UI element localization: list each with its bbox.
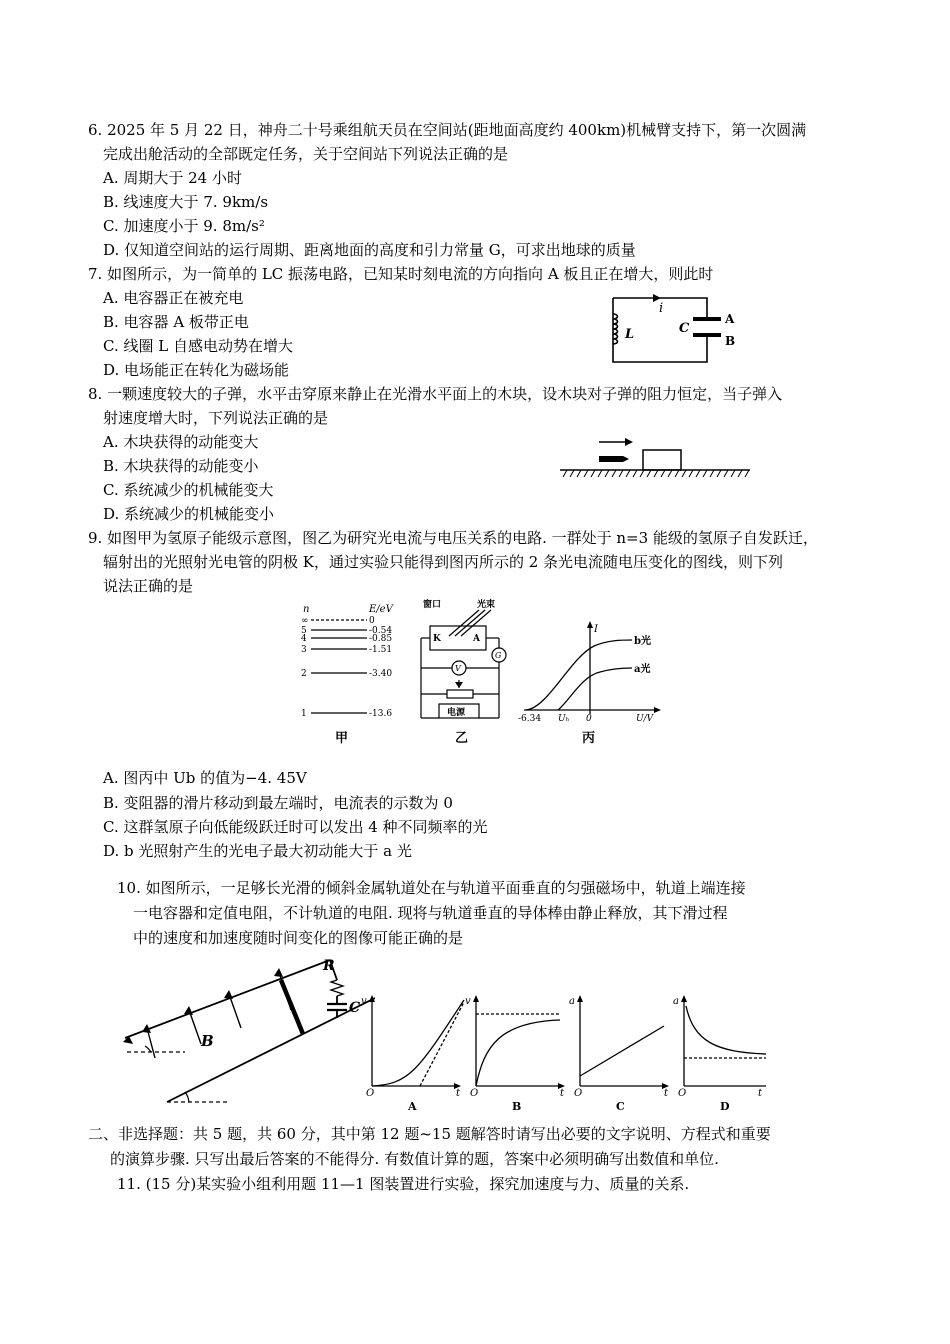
graph-a-curve xyxy=(372,1000,464,1086)
q8-stem: 8. 一颗速度较大的子弹，水平击穿原来静止在光滑水平面上的木块，设木块对子弹的阻力恒定，当子弹入 xyxy=(88,385,783,403)
q9-stem: 9. 如图甲为氢原子能级示意图，图乙为研究光电流与电压关系的电路. 一群处于 n=3 能级的氢原子自发跃迁， xyxy=(88,529,818,547)
level-n: ∞ xyxy=(301,616,309,626)
rheostat xyxy=(447,690,473,698)
inclined-rail-figure xyxy=(115,952,375,1112)
graph-label-b: B xyxy=(512,1100,522,1113)
graph-a xyxy=(361,995,464,1113)
figure-caption-yi: 乙 xyxy=(455,731,469,746)
n-axis-label: n xyxy=(303,604,310,615)
resistor-icon xyxy=(331,980,343,996)
q6-option-c: C. 加速度小于 9. 8m/s² xyxy=(103,217,265,235)
q8-option-d: D. 系统减少的机械能变小 xyxy=(103,505,275,523)
graph-origin: O xyxy=(470,1088,479,1099)
graph-d xyxy=(673,995,766,1113)
part2-instructions-cont: 的演算步骤. 只写出最后答案的不能得分. 有数值计算的题，答案中必须明确写出数值和单位. xyxy=(110,1150,719,1168)
window-label: 窗口 xyxy=(423,600,442,610)
graph-y-label: a xyxy=(673,996,679,1007)
graph-origin: O xyxy=(574,1088,583,1099)
cathode-label: K xyxy=(433,634,441,644)
energy-axis-label: E/eV xyxy=(369,604,393,615)
angle-arc-icon xyxy=(185,1092,189,1102)
b-arrowhead-icon xyxy=(123,1036,133,1044)
angle-arc-icon xyxy=(145,1046,151,1052)
part2-instructions: 二、非选择题：共 5 题，共 60 分，其中第 12 题~15 题解答时请写出必要的文字说明、方程式和重要 xyxy=(88,1125,771,1143)
energy-level-diagram xyxy=(295,600,405,750)
q8-option-a: A. 木块获得的动能变大 xyxy=(103,433,259,451)
level-n: 1 xyxy=(301,709,307,719)
slider-arrow-icon xyxy=(455,682,463,688)
graph-label-c: C xyxy=(616,1100,625,1113)
graph-y-label: v xyxy=(361,996,367,1007)
graph-d-curve xyxy=(686,1006,766,1054)
b-arrowhead-icon xyxy=(224,990,233,999)
b-curve-label: b光 xyxy=(634,636,651,647)
lc-circuit-figure xyxy=(595,288,775,370)
a-light-curve xyxy=(558,668,632,710)
bullet-icon xyxy=(599,456,629,462)
ground-hatching xyxy=(563,470,749,477)
level-e: 0 xyxy=(369,616,375,626)
graph-y-label: a xyxy=(569,996,575,1007)
graph-b-curve xyxy=(476,1020,560,1086)
graph-origin: O xyxy=(678,1088,687,1099)
axis-arrow-icon xyxy=(577,995,583,1002)
q9-option-b: B. 变阻器的滑片移动到最左端时，电流表的示数为 0 xyxy=(103,794,453,812)
capacitor-label: C xyxy=(679,321,690,336)
graph-origin: O xyxy=(366,1088,375,1099)
i-axis-arrow-icon xyxy=(587,621,593,628)
q8-option-c: C. 系统减少的机械能变大 xyxy=(103,481,274,499)
q9-stem-cont: 辐射出的光照射光电管的阴极 K，通过实验只能得到图丙所示的 2 条光电流随电压变化的图线，则下列 xyxy=(103,553,784,571)
figure-caption-bing: 丙 xyxy=(582,731,596,746)
lower-rail xyxy=(167,998,375,1102)
b-field-arrow xyxy=(229,994,241,1028)
b-arrowhead-icon xyxy=(274,968,283,977)
resistor-label: R xyxy=(323,958,335,974)
q7-option-d: D. 电场能正在转化为磁场能 xyxy=(103,361,290,379)
q6-option-d: D. 仅知道空间站的运行周期、距离地面的高度和引力常量 G，可求出地球的质量 xyxy=(103,241,636,259)
capacitor-plate-a xyxy=(693,317,721,321)
axis-arrow-icon xyxy=(369,995,375,1002)
light-beam-label: 光束 xyxy=(477,600,496,610)
light-beam-icon xyxy=(449,610,479,636)
axis-arrow-icon xyxy=(473,995,479,1002)
q11-stem: 11. (15 分)某实验小组利用题 11—1 图装置进行实验，探究加速度与力、质量的关系. xyxy=(117,1175,690,1193)
u-axis-label: U/V xyxy=(636,714,654,724)
level-e: -13.6 xyxy=(369,709,393,719)
inductor-coil-icon xyxy=(613,314,618,344)
b-field-label: B xyxy=(201,1032,214,1050)
level-n: 4 xyxy=(301,634,307,644)
u-axis-arrow-icon xyxy=(654,707,661,713)
q6-stem-cont: 完成出舱活动的全部既定任务，关于空间站下列说法正确的是 xyxy=(103,145,509,163)
plate-a-label: A xyxy=(725,312,735,326)
photoelectric-circuit xyxy=(415,596,515,752)
graph-x-label: t xyxy=(664,1088,669,1099)
ammeter-label: G xyxy=(495,651,502,660)
graph-label-d: D xyxy=(720,1100,730,1113)
bullet-block-figure xyxy=(555,432,755,484)
level-n: 2 xyxy=(301,669,307,679)
capacitor-plate-b xyxy=(693,333,721,337)
q9-option-a: A. 图丙中 Ub 的值为−4. 45V xyxy=(103,769,307,787)
graph-b xyxy=(465,995,565,1113)
power-source-label: 电源 xyxy=(447,708,466,718)
q6-option-b: B. 线速度大于 7. 9km/s xyxy=(103,193,269,211)
graph-x-label: t xyxy=(560,1088,565,1099)
graph-label-a: A xyxy=(408,1100,417,1113)
q10-stem-cont2: 中的速度和加速度随时间变化的图像可能正确的是 xyxy=(133,929,464,947)
q7-option-c: C. 线圈 L 自感电动势在增大 xyxy=(103,337,293,355)
q7-option-b: B. 电容器 A 板带正电 xyxy=(103,313,249,331)
graph-c-line xyxy=(580,1026,664,1076)
origin-label: 0 xyxy=(586,714,592,724)
q9-option-d: D. b 光照射产生的光电子最大初动能大于 a 光 xyxy=(103,842,412,860)
tick-label: -6.34 xyxy=(518,714,542,724)
b-field-arrow xyxy=(189,1010,201,1044)
a-curve-label: a光 xyxy=(634,664,651,675)
q7-option-a: A. 电容器正在被充电 xyxy=(103,289,244,307)
level-e: -0.54 xyxy=(369,626,393,636)
q7-stem: 7. 如图所示，为一简单的 LC 振荡电路，已知某时刻电流的方向指向 A 板且正在增大，则此时 xyxy=(88,265,714,283)
b-arrowhead-icon xyxy=(184,1006,193,1015)
plate-b-label: B xyxy=(725,334,736,348)
photocurrent-graph xyxy=(518,616,666,750)
q9-stem-cont2: 说法正确的是 xyxy=(103,577,194,595)
q6-stem: 6. 2025 年 5 月 22 日，神舟二十号乘组航天员在空间站(距地面高度约 400km)机械臂支持下，第一次圆满 xyxy=(88,121,807,139)
q10-stem: 10. 如图所示，一足够长光滑的倾斜金属轨道处在与轨道平面垂直的匀强磁场中，轨道上端连接 xyxy=(117,879,746,897)
anode-label: A xyxy=(473,634,480,644)
b-light-curve xyxy=(526,640,632,710)
inductor-label: L xyxy=(625,327,635,342)
capacitor-label: C xyxy=(349,1000,361,1016)
i-axis-label: I xyxy=(594,624,598,635)
level-e: -3.40 xyxy=(369,669,393,679)
axis-arrow-icon xyxy=(681,995,687,1002)
q8-stem-cont: 射速度增大时，下列说法正确的是 xyxy=(103,409,329,427)
q8-option-b: B. 木块获得的动能变小 xyxy=(103,457,259,475)
tick-label: Uₕ xyxy=(558,714,570,724)
q6-option-a: A. 周期大于 24 小时 xyxy=(103,169,242,187)
current-label: i xyxy=(659,301,664,316)
graph-c xyxy=(569,995,669,1113)
graph-y-label: v xyxy=(465,996,471,1007)
q10-stem-cont: 一电容器和定值电阻，不计轨道的电阻. 现将与轨道垂直的导体棒由静止释放，其下滑过程 xyxy=(133,904,728,922)
graph-x-label: t xyxy=(456,1088,461,1099)
level-n: 3 xyxy=(301,645,307,655)
q9-option-c: C. 这群氢原子向低能级跃迁时可以发出 4 种不同频率的光 xyxy=(103,818,488,836)
figure-caption-jia: 甲 xyxy=(335,731,349,746)
option-graphs xyxy=(360,990,770,1115)
velocity-arrow-icon xyxy=(625,438,633,446)
wood-block xyxy=(643,450,681,470)
level-n: 5 xyxy=(301,626,307,636)
level-e: -1.51 xyxy=(369,645,393,655)
level-e: -0.85 xyxy=(369,634,393,644)
graph-x-label: t xyxy=(758,1088,763,1099)
voltmeter-label: V xyxy=(455,664,461,673)
